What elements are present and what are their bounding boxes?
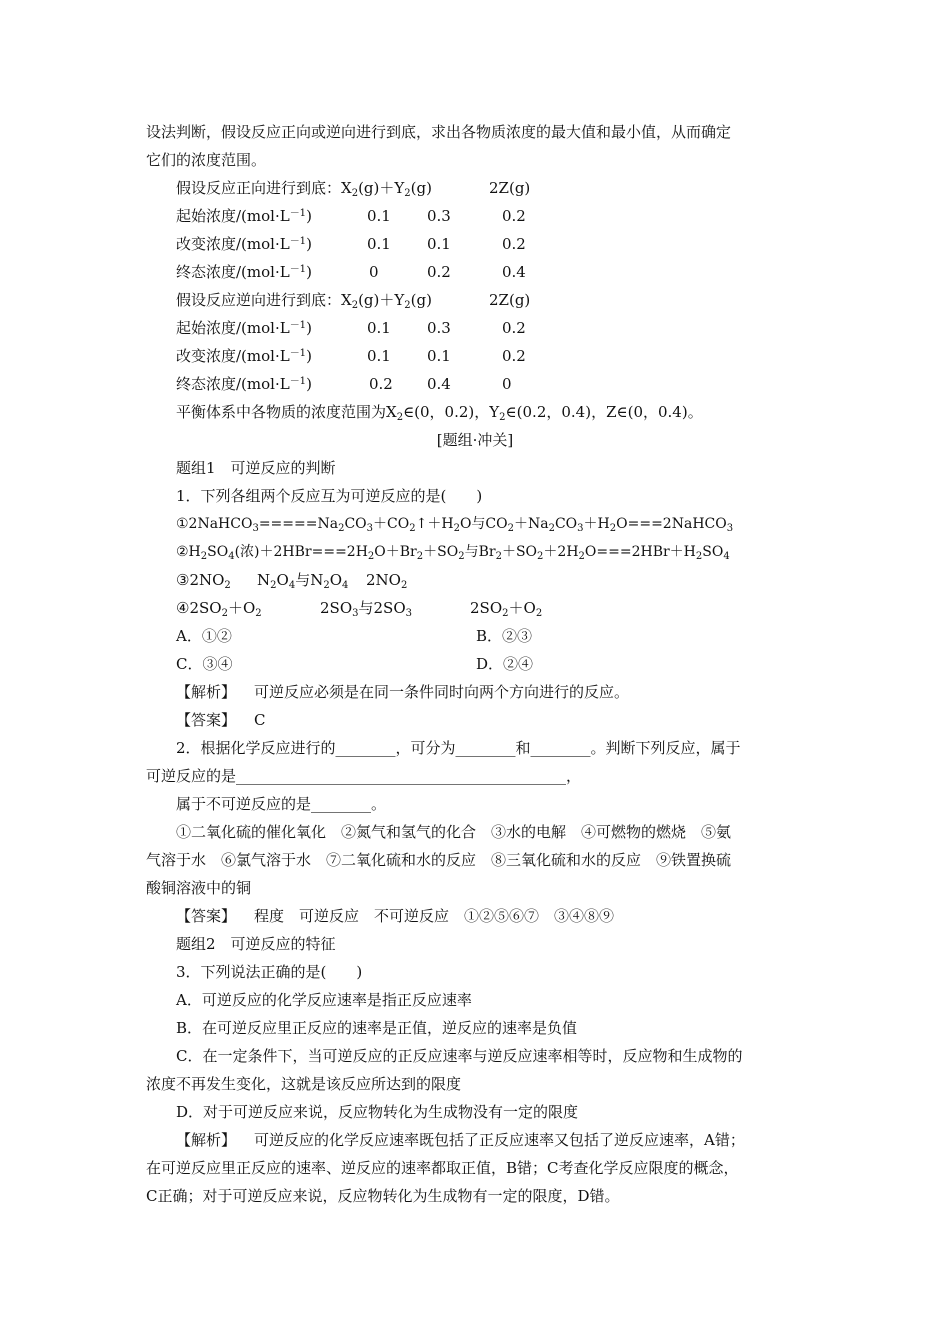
q2-line-1: 2．根据化学反应进行的________，可分为________和________。判断下列反应，属于 — [176, 739, 741, 757]
reverse-y-value: 0.3 — [427, 319, 451, 337]
q2-line-4: ①二氧化硫的催化氧化 ②氮气和氢气的化合 ③水的电解 ④可燃物的燃烧 ⑤氨 — [176, 823, 732, 841]
reverse-x-value: 0.1 — [367, 347, 391, 365]
reverse-heading: 假设反应逆向进行到底：$X_2(g)+Y_2(g)$ — [176, 291, 432, 311]
q3-stem: 3．下列说法正确的是( ) — [176, 963, 363, 981]
forward-x-value: 0.1 — [367, 207, 391, 225]
q3-analysis-line-1: 【解析】 可逆反应的化学反应速率既包括了正反应速率又包括了逆反应速率，A错； — [176, 1131, 745, 1149]
q1-stem: 1．下列各组两个反应互为可逆反应的是( ) — [176, 487, 483, 505]
reverse-y-value: 0.1 — [427, 347, 451, 365]
group-1-heading: 题组1 可逆反应的判断 — [176, 459, 336, 477]
section-title: [题组·冲关] — [436, 431, 514, 449]
q2-line-3: 属于不可逆反应的是________。 — [176, 795, 387, 813]
q1-answer: 【答案】 C — [176, 711, 266, 729]
reverse-x-value: 0.2 — [369, 375, 393, 393]
forward-row-label: 终态浓度$/(mol\cdot L^{-1})$ — [176, 263, 312, 281]
q1-option-3: $N_2O_4$与$N_2O_4$ — [257, 571, 349, 591]
q1-choice-a: A．①② — [176, 627, 232, 645]
reverse-row-label: 终态浓度$/(mol\cdot L^{-1})$ — [176, 375, 312, 393]
q1-option-3: $2NO_2$ — [366, 571, 408, 591]
forward-row-label: 起始浓度$/(mol\cdot L^{-1})$ — [176, 207, 312, 225]
q1-choice-c: C．③④ — [176, 655, 233, 673]
group-2-heading: 题组2 可逆反应的特征 — [176, 935, 336, 953]
q3-choice-d: D．对于可逆反应来说，反应物转化为生成物没有一定的限度 — [176, 1103, 579, 1121]
q1-choice-b: B．②③ — [476, 627, 533, 645]
analysis-tag: 【解析】 — [176, 683, 237, 701]
forward-y-value: 0.3 — [427, 207, 451, 225]
forward-y-value: 0.1 — [427, 235, 451, 253]
forward-product: 2Z(g) — [489, 179, 531, 197]
q1-choice-d: D．②④ — [476, 655, 534, 673]
q3-choice-a: A．可逆反应的化学反应速率是指正反应速率 — [176, 991, 472, 1009]
q1-option-4: $2SO_2+O_2$ — [470, 599, 543, 619]
reverse-z-value: 0 — [502, 375, 512, 393]
forward-y-value: 0.2 — [427, 263, 451, 281]
q3-choice-b: B．在可逆反应里正反应的速率是正值，逆反应的速率是负值 — [176, 1019, 578, 1037]
q1-analysis: 【解析】 可逆反应必须是在同一条件同时向两个方向进行的反应。 — [176, 683, 630, 701]
q2-line-6: 酸铜溶液中的铜 — [146, 879, 252, 897]
q3-choice-c-line-1: C．在一定条件下，当可逆反应的正反应速率与逆反应速率相等时，反应物和生成物的 — [176, 1047, 743, 1065]
reverse-x-value: 0.1 — [367, 319, 391, 337]
forward-z-value: 0.2 — [502, 235, 526, 253]
q1-option-3: $③2NO_2$ — [176, 571, 231, 591]
forward-z-value: 0.4 — [502, 263, 526, 281]
reverse-z-value: 0.2 — [502, 347, 526, 365]
reverse-product: 2Z(g) — [489, 291, 531, 309]
analysis-tag: 【解析】 — [176, 1131, 237, 1149]
q3-analysis-line-3: C正确；对于可逆反应来说，反应物转化为生成物有一定的限度，D错。 — [146, 1187, 620, 1205]
forward-z-value: 0.2 — [502, 207, 526, 225]
q1-option-4: $④2SO_2+O_2$ — [176, 599, 262, 619]
answer-tag: 【答案】 — [176, 711, 237, 729]
q3-analysis-line-2: 在可逆反应里正反应的速率、逆反应的速率都取正值，B错；C考查化学反应限度的概念， — [146, 1159, 739, 1177]
range-statement: 平衡体系中各物质的浓度范围为$X_2\in(0$，0.2)，$Y_2\in(0.2$，0.4)，Z∈(0，0.4)。 — [176, 403, 703, 423]
forward-x-value: 0 — [369, 263, 379, 281]
reverse-row-label: 起始浓度$/(mol\cdot L^{-1})$ — [176, 319, 312, 337]
reverse-row-label: 改变浓度$/(mol\cdot L^{-1})$ — [176, 347, 312, 365]
intro-line-1: 设法判断，假设反应正向或逆向进行到底，求出各物质浓度的最大值和最小值，从而确定 — [146, 123, 732, 141]
reverse-z-value: 0.2 — [502, 319, 526, 337]
reverse-y-value: 0.4 — [427, 375, 451, 393]
q1-option-2: $②H_2SO_4$(浓)$+2HBr===2H_2O+Br_2+SO_2$与$Br_2+SO_2+2H_2O===2HBr+H_2SO_4$ — [176, 544, 730, 562]
forward-x-value: 0.1 — [367, 235, 391, 253]
answer-tag: 【答案】 — [176, 907, 237, 925]
q2-answer: 【答案】 程度 可逆反应 不可逆反应 ①②⑤⑥⑦ ③④⑧⑨ — [176, 907, 615, 925]
q1-option-4: $2SO_3$与$2SO_3$ — [320, 599, 412, 619]
forward-row-label: 改变浓度$/(mol\cdot L^{-1})$ — [176, 235, 312, 253]
q1-option-1: $①2NaHCO_3=====Na_2CO_3+CO_2↑+H_2O$与$CO_2+Na_2CO_3+H_2O===2NaHCO_3$ — [176, 516, 734, 534]
q2-line-2: 可逆反应的是____________________________________________， — [146, 767, 582, 785]
q3-choice-c-line-2: 浓度不再发生变化，这就是该反应所达到的限度 — [146, 1075, 462, 1093]
q2-line-5: 气溶于水 ⑥氯气溶于水 ⑦二氧化硫和水的反应 ⑧三氧化硫和水的反应 ⑨铁置换硫 — [146, 851, 732, 869]
intro-line-2: 它们的浓度范围。 — [146, 151, 267, 169]
forward-heading: 假设反应正向进行到底：$X_2(g)+Y_2(g)$ — [176, 179, 432, 199]
